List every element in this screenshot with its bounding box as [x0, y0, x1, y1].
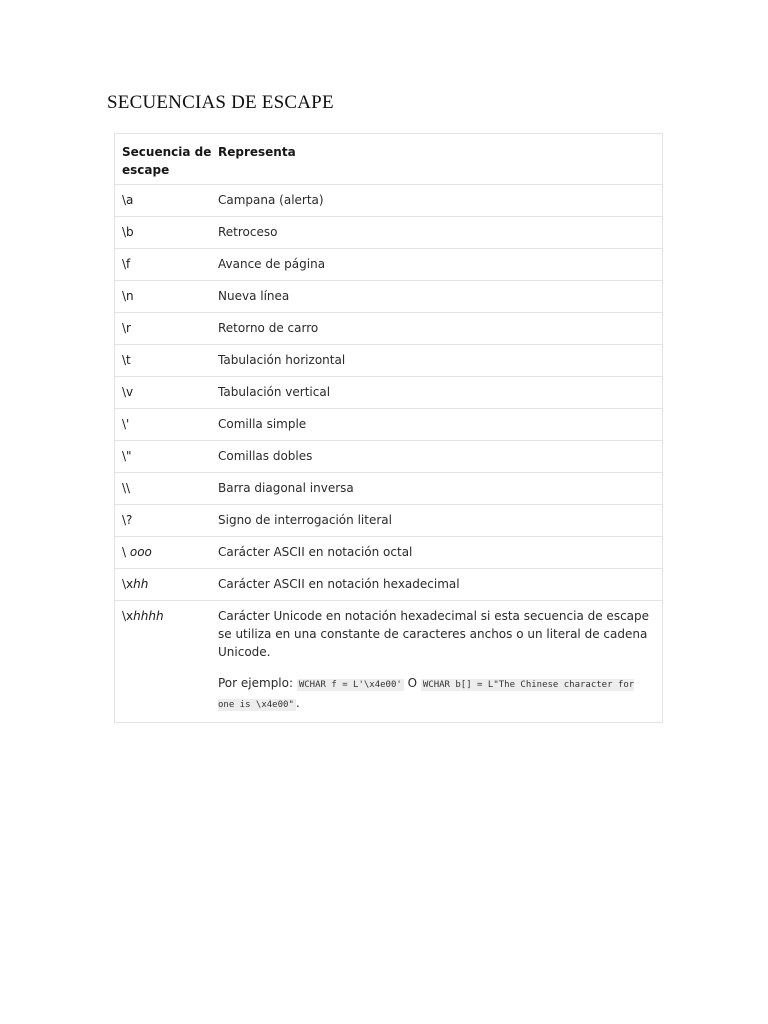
sequence-cell: \a — [115, 185, 212, 217]
table-row — [115, 313, 662, 345]
table-row — [115, 409, 662, 441]
table-row — [115, 569, 662, 601]
table-row — [115, 505, 662, 537]
represents-cell: Retroceso — [212, 217, 662, 249]
represents-cell: Signo de interrogación literal — [212, 505, 662, 537]
sequence-placeholder: ooo — [129, 545, 152, 559]
code-snippet: WCHAR b[] = L"The Chinese character for one is \x4e00" — [218, 680, 635, 710]
table-row — [115, 441, 662, 473]
example-joiner: O — [403, 676, 421, 690]
table-row — [115, 537, 662, 569]
represents-cell: Carácter ASCII en notación hexadecimal — [212, 569, 662, 601]
sequence-cell — [115, 537, 212, 569]
escape-sequences-table — [114, 133, 663, 723]
represents-cell: Tabulación vertical — [212, 377, 662, 409]
sequence-cell: \t — [115, 345, 212, 377]
sequence-cell — [115, 601, 212, 723]
example-label: Por ejemplo: — [218, 676, 297, 690]
represents-cell: Avance de página — [212, 249, 662, 281]
sequence-prefix: \ — [122, 545, 130, 559]
table-row — [115, 185, 662, 217]
table-row — [115, 281, 662, 313]
table-row — [115, 377, 662, 409]
table-header-row — [115, 134, 662, 185]
sequence-cell: \\ — [115, 473, 212, 505]
sequence-cell: \? — [115, 505, 212, 537]
table-row — [115, 217, 662, 249]
represents-cell: Comilla simple — [212, 409, 662, 441]
document-title: SECUENCIAS DE ESCAPE — [107, 92, 334, 113]
represents-cell: Barra diagonal inversa — [212, 473, 662, 505]
sequence-cell: \n — [115, 281, 212, 313]
example-end: . — [295, 696, 300, 710]
header-sequence: Secuencia de escape — [115, 134, 212, 185]
represents-cell: Campana (alerta) — [212, 185, 662, 217]
sequence-placeholder: hhhh — [133, 609, 164, 623]
represents-cell: Comillas dobles — [212, 441, 662, 473]
example-note — [218, 674, 654, 714]
table-row — [115, 473, 662, 505]
represents-cell — [212, 601, 662, 723]
represents-cell: Carácter ASCII en notación octal — [212, 537, 662, 569]
sequence-cell: \' — [115, 409, 212, 441]
unicode-description: Carácter Unicode en notación hexadecimal si esta secuencia de escape se utiliza en una constante de caracteres anchos o un literal de cadena Unicode. — [218, 609, 650, 659]
sequence-prefix: \x — [122, 609, 134, 623]
table-row — [115, 345, 662, 377]
sequence-cell: \f — [115, 249, 212, 281]
sequence-cell — [115, 569, 212, 601]
table-row — [115, 249, 662, 281]
represents-cell: Retorno de carro — [212, 313, 662, 345]
sequence-cell: \v — [115, 377, 212, 409]
represents-cell: Tabulación horizontal — [212, 345, 662, 377]
header-represents: Representa — [212, 134, 662, 185]
sequence-placeholder: hh — [133, 577, 149, 591]
code-snippet: WCHAR f = L'\x4e00' — [298, 680, 402, 690]
sequence-cell: \" — [115, 441, 212, 473]
represents-cell: Nueva línea — [212, 281, 662, 313]
table-row — [115, 601, 662, 723]
sequence-cell: \r — [115, 313, 212, 345]
sequence-prefix: \x — [122, 577, 134, 591]
sequence-cell: \b — [115, 217, 212, 249]
